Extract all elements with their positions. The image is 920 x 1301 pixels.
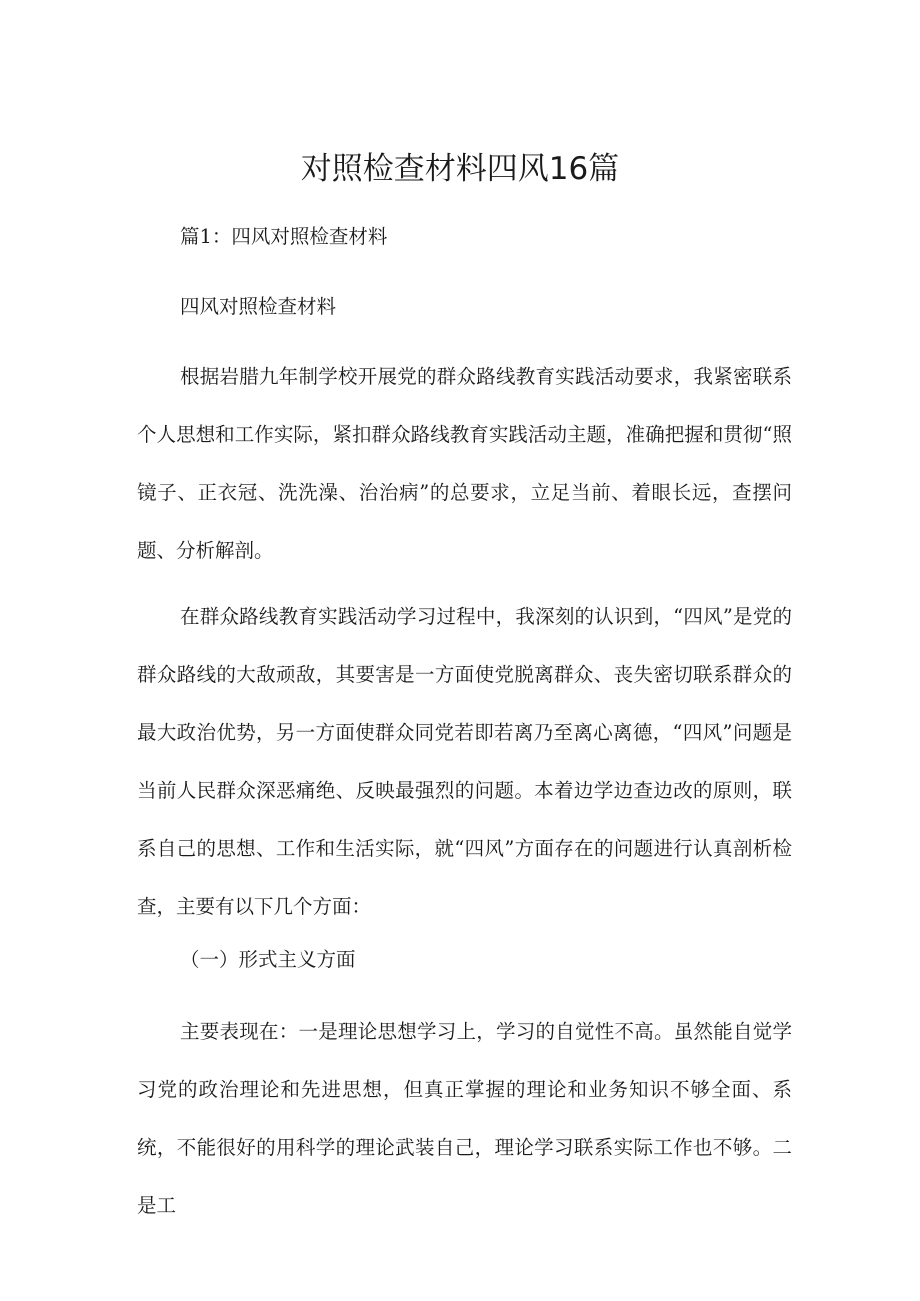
subsection-heading: （一）形式主义方面 xyxy=(180,948,356,971)
section-title: 四风对照检查材料 xyxy=(180,295,337,318)
chapter-heading: 篇1：四风对照检查材料 xyxy=(180,225,388,248)
document-title: 对照检查材料四风16篇 xyxy=(300,151,620,187)
body-paragraph-1: 根据岩腊九年制学校开展党的群众路线教育实践活动要求，我紧密联系个人思想和工作实际，紧扣群众路线教育实践活动主题，准确把握和贯彻“照镜子、正衣冠、洗洗澡、治治病”的总要求，立足当前、着眼长远，查摆问题、分析解剖。 xyxy=(137,365,792,562)
body-paragraph-3: 主要表现在：一是理论思想学习上，学习的自觉性不高。虽然能自觉学习党的政治理论和先进思想，但真正掌握的理论和业务知识不够全面、系统，不能很好的用科学的理论武装自己，理论学习联系实际工作也不够。二是工 xyxy=(137,1020,792,1217)
body-paragraph-2: 在群众路线教育实践活动学习过程中，我深刻的认识到，“四风”是党的群众路线的大敌顽敌，其要害是一方面使党脱离群众、丧失密切联系群众的最大政治优势，另一方面使群众同党若即若离乃至离心离德，“四风”问题是当前人民群众深恶痛绝、反映最强烈的问题。本着边学边查边改的原则，联系自己的思想、工作和生活实际，就“四风”方面存在的问题进行认真剖析检查，主要有以下几个方面： xyxy=(137,605,792,918)
